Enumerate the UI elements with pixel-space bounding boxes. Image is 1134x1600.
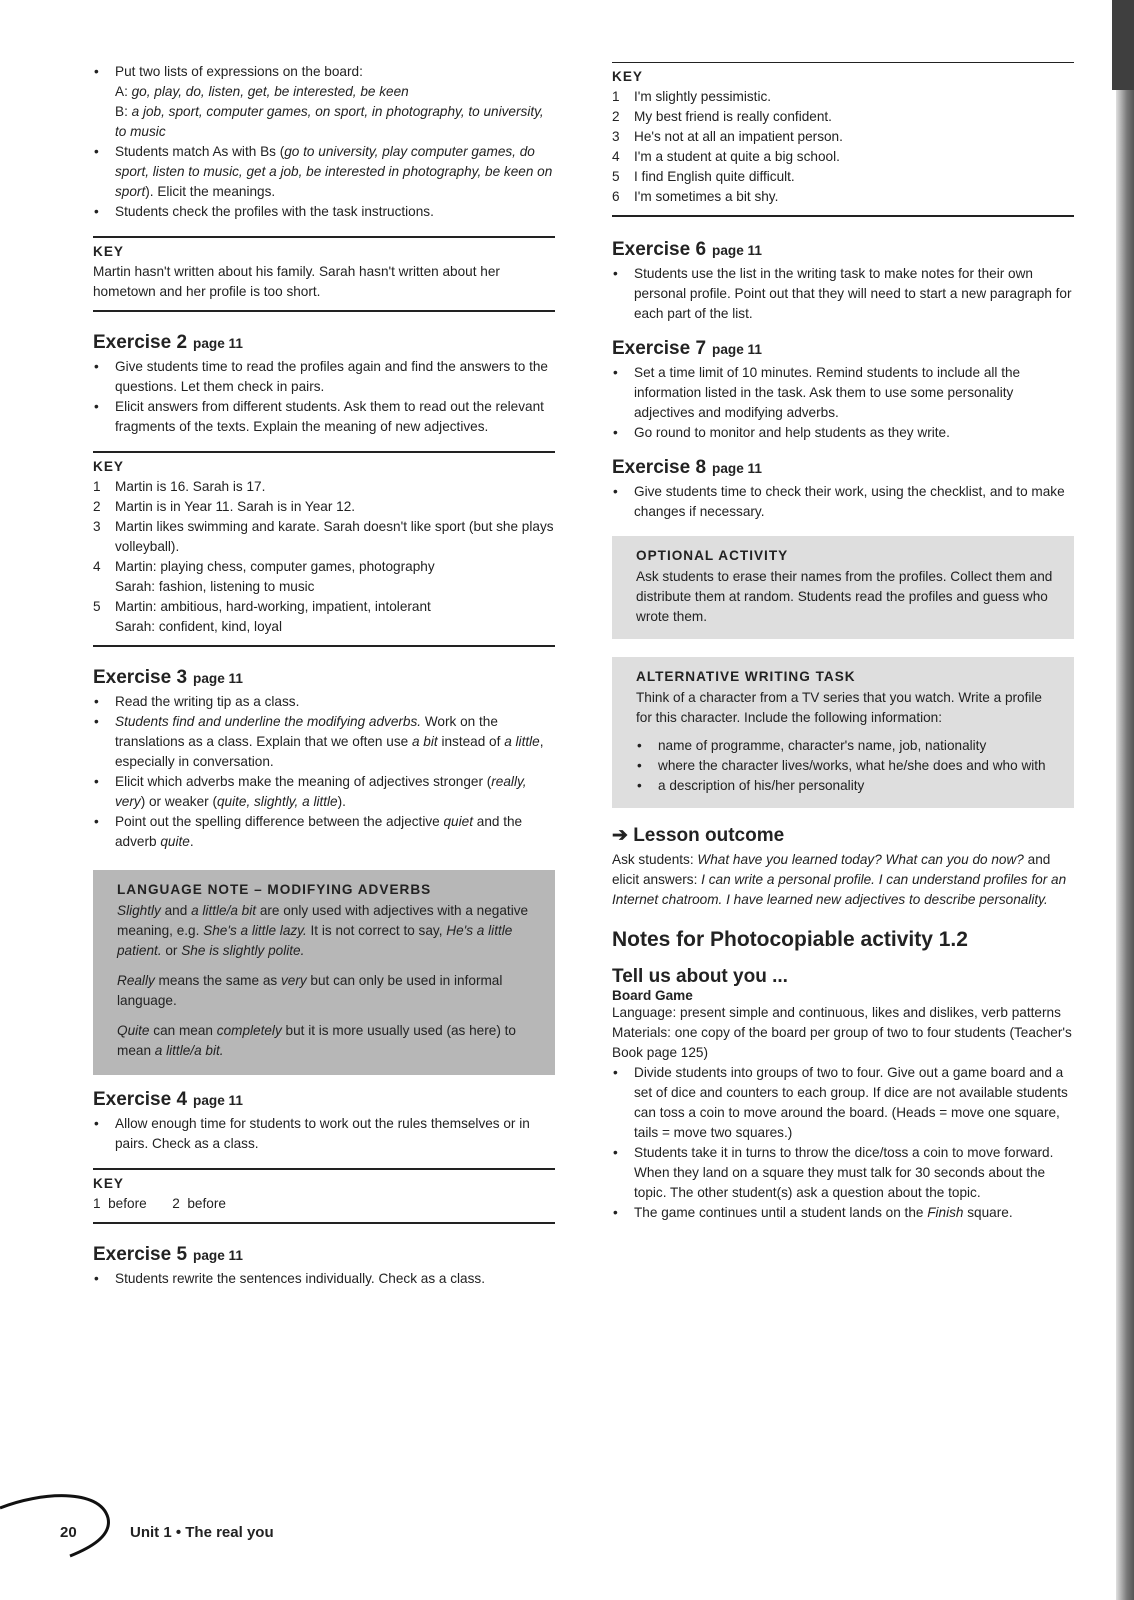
- italic-text: a little/a bit: [191, 903, 257, 918]
- bullet-item: • Allow enough time for students to work out the rules themselves or in pairs. Check as a class.: [93, 1114, 555, 1154]
- page-ref: page 11: [712, 243, 762, 258]
- italic-text: very: [280, 973, 307, 988]
- exercise-2-bullets: [93, 357, 555, 437]
- key-answer: Martin is 16. Sarah is 17.: [115, 479, 266, 494]
- arrow-icon: ➔: [612, 825, 628, 846]
- key-num: 2: [172, 1196, 180, 1211]
- bullet-item: • a description of his/her personality: [636, 776, 1060, 796]
- page-corner-swoosh: [0, 1478, 140, 1558]
- bullet-item: • Go round to monitor and help students as they write.: [612, 423, 1074, 443]
- key-num: 2: [612, 109, 620, 124]
- language-note-box: [93, 870, 555, 1075]
- board-game-label: Board Game: [612, 988, 693, 1003]
- italic-text: I can write a personal profile. I can understand profiles for an Internet chatroom. I have learned new adjectives to describe personality.: [612, 872, 1067, 907]
- bullet-item: • Elicit answers from different students. Ask them to read out the relevant fragments of the texts. Explain the meaning of new adjectives.: [93, 397, 555, 437]
- intro-bullet-text: Put two lists of expressions on the board:: [115, 64, 363, 79]
- materials-line: Materials: one copy of the board per group of two to four students (Teacher's Book page 125): [612, 1025, 1072, 1060]
- page-number: 20: [60, 1524, 77, 1541]
- exercise-7-bullets: [612, 363, 1074, 443]
- bullet-item: • name of programme, character's name, job, nationality: [636, 736, 1060, 756]
- key-list: [612, 87, 1074, 207]
- exercise-5: [93, 1244, 555, 1289]
- italic-text: Really: [117, 973, 155, 988]
- exercise-3-bullets: [93, 692, 555, 852]
- notes-title: Notes for Photocopiable activity 1.2: [612, 928, 968, 951]
- language-note-para: Really means the same as very but can only be used in informal language.: [117, 973, 503, 1008]
- key-num: 1: [93, 1196, 101, 1211]
- key-answer: I'm slightly pessimistic.: [634, 89, 772, 104]
- key-answer: I find English quite difficult.: [634, 169, 795, 184]
- alternative-task-heading: ALTERNATIVE WRITING TASK: [636, 669, 856, 684]
- key-num: 1: [93, 479, 101, 494]
- italic-text: Slightly: [117, 903, 161, 918]
- exercise-6-heading: [612, 239, 1074, 261]
- page-ref: page 11: [193, 671, 243, 686]
- key-heading: KEY: [93, 459, 124, 474]
- exercise-2: [93, 332, 555, 437]
- italic-text: a bit: [411, 734, 438, 749]
- key-heading: KEY: [93, 1176, 124, 1191]
- key-num: 3: [93, 519, 101, 534]
- exercise-8-heading: [612, 457, 1074, 479]
- key-text: Martin hasn't written about his family. Sarah hasn't written about her hometown and her profile is too short.: [93, 264, 500, 299]
- page-ref: page 11: [193, 1248, 243, 1263]
- exercise-5-bullets: [93, 1269, 555, 1289]
- lesson-outcome: [612, 824, 1074, 910]
- optional-activity-heading: OPTIONAL ACTIVITY: [636, 548, 789, 563]
- bullet-item: • The game continues until a student lands on the Finish square.: [612, 1203, 1074, 1223]
- bullet-item: • Read the writing tip as a class.: [93, 692, 555, 712]
- key-answer: Sarah: confident, kind, loyal: [115, 619, 283, 634]
- key-answer: Martin: playing chess, computer games, photography: [115, 559, 435, 574]
- exercise-title: Exercise 4: [93, 1089, 188, 1110]
- italic-text: completely: [216, 1023, 282, 1038]
- italic-text: She's a little lazy.: [203, 923, 307, 938]
- italic-text: Finish: [927, 1205, 964, 1220]
- key-answer: I'm sometimes a bit shy.: [634, 189, 779, 204]
- key-inline-answers: [93, 1194, 555, 1214]
- key-num: 1: [612, 89, 620, 104]
- exercise-7-heading: [612, 338, 1074, 360]
- italic-text: a little: [504, 734, 540, 749]
- exercise-2-heading: [93, 332, 555, 354]
- key-item: [612, 147, 1074, 167]
- tell-us-title: Tell us about you ...: [612, 966, 788, 987]
- key-num: 4: [612, 149, 620, 164]
- page-ref: page 11: [712, 342, 762, 357]
- key-heading: KEY: [612, 69, 643, 84]
- key-box-4: [612, 62, 1074, 217]
- bullet-item: • Students find and underline the modifying adverbs. Work on the translations as a class. Explain that we often use a bit instead of a little, especially in conversation.: [93, 712, 555, 772]
- list-b-label: B:: [115, 104, 128, 119]
- page-ref: page 11: [712, 461, 762, 476]
- exercise-title: Exercise 5: [93, 1244, 188, 1265]
- key-num: 2: [93, 499, 101, 514]
- italic-text: What have you learned today? What can you do now?: [697, 852, 1024, 867]
- key-item: [93, 517, 555, 557]
- intro-bullet-3: • Students check the profiles with the task instructions.: [93, 202, 555, 222]
- exercise-7: [612, 338, 1074, 443]
- exercise-title: Exercise 2: [93, 332, 188, 353]
- right-column: [612, 62, 1074, 1223]
- key-item: [612, 107, 1074, 127]
- exercise-title: Exercise 8: [612, 457, 707, 478]
- key-box-2: [93, 451, 555, 647]
- optional-activity-text: Ask students to erase their names from the profiles. Collect them and distribute them at random. Students read the profiles and guess who wrote them.: [636, 569, 1053, 624]
- bullet-item: • Students take it in turns to throw the dice/toss a coin to move forward. When they land on a square they must talk for 30 seconds about the topic. The other student(s) ask a question about the topic.: [612, 1143, 1074, 1203]
- list-a: go, play, do, listen, get, be interested, be keen: [131, 84, 409, 99]
- italic-text: quiet: [443, 814, 473, 829]
- alternative-task-box: [612, 657, 1074, 808]
- language-note-para: Slightly and a little/a bit are only used with adjectives with a negative meaning, e.g. She's a little lazy. It is not correct to say, He's a little patient. or She is slightly polite.: [117, 903, 529, 958]
- key-item: [93, 497, 555, 517]
- lesson-outcome-title: Lesson outcome: [633, 825, 785, 846]
- key-num: 4: [93, 559, 101, 574]
- italic-text: Students find and underline the modifying adverbs.: [115, 714, 422, 729]
- lesson-outcome-text: Ask students: What have you learned today? What can you do now? and elicit answers: I can write a personal profile. I can understand profiles for an Internet chatroom. I have learned new adjectives to describe personality.: [612, 852, 1067, 907]
- bullet-item: • Elicit which adverbs make the meaning of adjectives stronger (really, very) or weaker (quite, slightly, a little).: [93, 772, 555, 812]
- bullet-item: • Give students time to check their work, using the checklist, and to make changes if necessary.: [612, 482, 1074, 522]
- exercise-title: Exercise 7: [612, 338, 707, 359]
- key-item: [93, 597, 555, 637]
- page-edge-shadow: [1116, 0, 1134, 1600]
- exercise-8: [612, 457, 1074, 522]
- page-ref: page 11: [193, 1093, 243, 1108]
- key-answer: before: [187, 1196, 226, 1211]
- italic-text: quite, slightly, a little: [216, 794, 338, 809]
- intro-bullet-2: • Students match As with Bs (go to university, play computer games, do sport, listen to music, get a job, be interested in photography, be keen on sport). Elicit the meanings.: [93, 142, 555, 202]
- exercise-6-bullets: [612, 264, 1074, 324]
- exercise-5-heading: [93, 1244, 555, 1266]
- lesson-outcome-heading: [612, 824, 1074, 847]
- bullet-item: • Students rewrite the sentences individually. Check as a class.: [93, 1269, 555, 1289]
- exercise-title: Exercise 6: [612, 239, 707, 260]
- alternative-task-bullets: [636, 736, 1060, 796]
- key-heading: KEY: [93, 244, 124, 259]
- key-num: 5: [93, 599, 101, 614]
- intro-bullets: [93, 62, 555, 222]
- key-num: 5: [612, 169, 620, 184]
- italic-text: go to university, play computer games, do sport, listen to music, get a job, be interested in photography, be keen on sport: [115, 144, 553, 199]
- key-num: 3: [612, 129, 620, 144]
- key-box-3: [93, 1168, 555, 1224]
- key-item: [612, 127, 1074, 147]
- exercise-4-bullets: [93, 1114, 555, 1154]
- key-num: 6: [612, 189, 620, 204]
- page-footer: [0, 1478, 600, 1558]
- bullet-item: • Set a time limit of 10 minutes. Remind students to include all the information listed in the task. Ask them to use some personality adjectives and modifying adverbs.: [612, 363, 1074, 423]
- bullet-item: • where the character lives/works, what he/she does and who with: [636, 756, 1060, 776]
- key-item: [612, 167, 1074, 187]
- key-list: [93, 477, 555, 637]
- game-bullets: [612, 1063, 1074, 1223]
- exercise-3-heading: [93, 667, 555, 689]
- list-b: a job, sport, computer games, on sport, in photography, to university, to music: [115, 104, 544, 139]
- exercise-3: [93, 667, 555, 852]
- bullet-item: • Students use the list in the writing task to make notes for their own personal profile. Point out that they will need to start a new paragraph for each part of the list.: [612, 264, 1074, 324]
- bullet-item: • Point out the spelling difference between the adjective quiet and the adverb quite.: [93, 812, 555, 852]
- key-answer: Sarah: fashion, listening to music: [115, 579, 315, 594]
- italic-text: She is slightly polite.: [181, 943, 305, 958]
- language-note-heading: LANGUAGE NOTE – MODIFYING ADVERBS: [117, 882, 432, 897]
- optional-activity-box: [612, 536, 1074, 639]
- italic-text: He's a little patient.: [117, 923, 513, 958]
- key-item: [93, 557, 555, 597]
- language-line: Language: present simple and continuous, likes and dislikes, verb patterns: [612, 1005, 1061, 1020]
- list-a-label: A:: [115, 84, 128, 99]
- exercise-8-bullets: [612, 482, 1074, 522]
- intro-bullet-1: [93, 62, 555, 142]
- key-item: [93, 477, 555, 497]
- exercise-6: [612, 239, 1074, 324]
- key-answer: He's not at all an impatient person.: [634, 129, 843, 144]
- left-column: [93, 62, 555, 1289]
- key-answer: Martin: ambitious, hard-working, impatient, intolerant: [115, 599, 431, 614]
- italic-text: Quite: [117, 1023, 150, 1038]
- key-box-1: [93, 236, 555, 312]
- page-edge-dark-top: [1112, 0, 1134, 90]
- key-item: [612, 87, 1074, 107]
- key-answer: My best friend is really confident.: [634, 109, 832, 124]
- key-answer: Martin likes swimming and karate. Sarah doesn't like sport (but she plays volleyball).: [115, 519, 554, 554]
- bullet-item: • Give students time to read the profiles again and find the answers to the questions. Let them check in pairs.: [93, 357, 555, 397]
- exercise-4: [93, 1089, 555, 1154]
- exercise-4-heading: [93, 1089, 555, 1111]
- italic-text: a little/a bit.: [154, 1043, 224, 1058]
- exercise-title: Exercise 3: [93, 667, 188, 688]
- alternative-task-text: Think of a character from a TV series that you watch. Write a profile for this character. Include the following information:: [636, 690, 1042, 725]
- key-answer: Martin is in Year 11. Sarah is in Year 12.: [115, 499, 356, 514]
- key-item: [612, 187, 1074, 207]
- italic-text: quite: [160, 834, 190, 849]
- page-ref: page 11: [193, 336, 243, 351]
- language-note-para: Quite can mean completely but it is more usually used (as here) to mean a little/a bit.: [117, 1023, 516, 1058]
- unit-label: Unit 1 • The real you: [130, 1524, 274, 1541]
- key-answer: I'm a student at quite a big school.: [634, 149, 840, 164]
- key-answer: before: [108, 1196, 147, 1211]
- bullet-item: • Divide students into groups of two to four. Give out a game board and a set of dice and counters to each group. If dice are not available students can toss a coin to move around the board. (Heads = move one square, tails = move two squares.): [612, 1063, 1074, 1143]
- italic-text: really, very: [115, 774, 527, 809]
